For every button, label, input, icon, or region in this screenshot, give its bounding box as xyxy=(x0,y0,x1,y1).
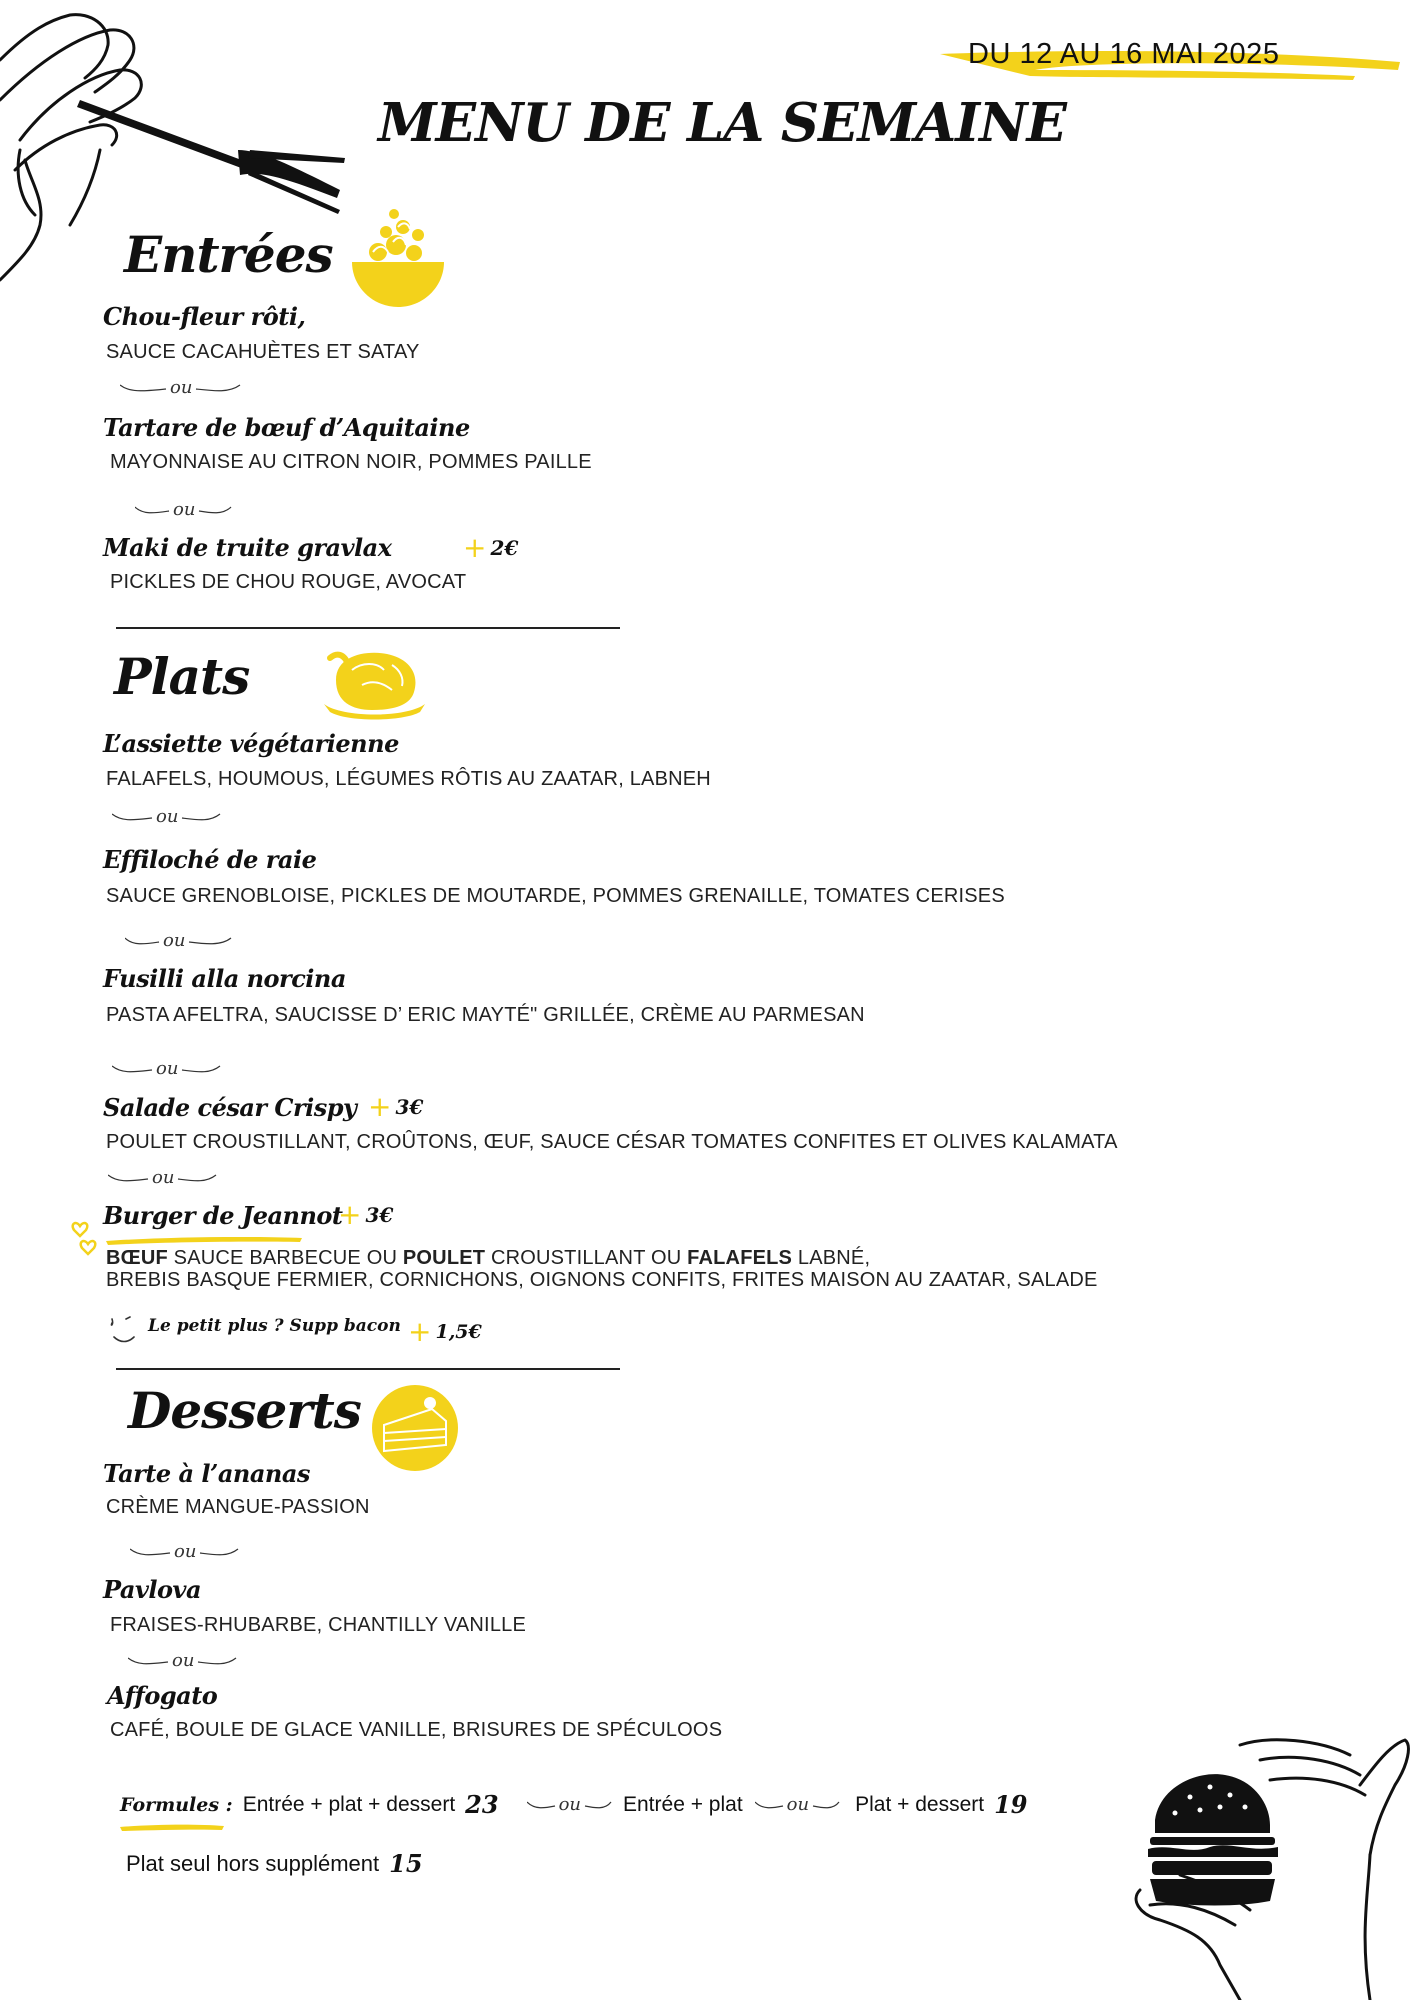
or-separator xyxy=(108,1167,218,1188)
section-title-desserts: Desserts xyxy=(128,1381,361,1440)
single-dish-price: 15 xyxy=(389,1849,423,1878)
supplement-value: 3€ xyxy=(365,1202,394,1227)
hand-burger-illustration xyxy=(1120,1725,1414,2000)
formules-row xyxy=(120,1790,1028,1819)
section-divider xyxy=(116,627,620,629)
dish-description: PICKLES DE CHOU ROUGE, AVOCAT xyxy=(110,571,467,593)
or-word: ou xyxy=(156,806,179,827)
or-word: ou xyxy=(163,930,186,951)
or-separator xyxy=(128,1650,238,1671)
supplement-value: 2€ xyxy=(490,535,519,560)
salad-bowl-icon xyxy=(348,207,448,312)
or-separator xyxy=(112,806,222,827)
dish-description: SAUCE CACAHUÈTES ET SATAY xyxy=(106,341,420,363)
dish-name: Tarte à l’ananas xyxy=(103,1459,310,1488)
dish-name: Affogato xyxy=(107,1681,218,1710)
supplement-value: 3€ xyxy=(395,1094,424,1119)
smile-doodle-icon xyxy=(108,1315,138,1347)
protein-option: FALAFELS xyxy=(687,1247,793,1269)
dish-description: POULET CROUSTILLANT, CROÛTONS, ŒUF, SAUCE CÉSAR TOMATES CONFITES ET OLIVES KALAMATA xyxy=(106,1131,1118,1153)
section-divider xyxy=(116,1368,620,1370)
or-word: ou xyxy=(170,377,193,398)
desc-text: SAUCE BARBECUE OU xyxy=(167,1247,403,1269)
cake-slice-icon xyxy=(370,1381,460,1471)
dish-name: Chou-fleur rôti, xyxy=(103,302,306,331)
single-dish-row xyxy=(126,1849,423,1878)
or-separator xyxy=(135,499,233,520)
supplement-price: + 3€ xyxy=(368,1090,424,1123)
dish-name: Tartare de bœuf d’Aquitaine xyxy=(103,413,470,442)
extra-option-label: Le petit plus ? Supp bacon xyxy=(148,1316,401,1336)
dish-description: FRAISES-RHUBARBE, CHANTILLY VANILLE xyxy=(110,1614,527,1636)
or-word: ou xyxy=(172,1650,195,1671)
or-word: ou xyxy=(786,1794,810,1815)
roast-chicken-icon xyxy=(322,640,427,722)
heart-doodle-icon xyxy=(68,1218,108,1258)
desc-text: CROUSTILLANT OU xyxy=(485,1247,688,1269)
or-separator xyxy=(120,377,242,398)
dish-description: PASTA AFELTRA, SAUCISSE D’ ERIC MAYTÉ" GRILLÉE, CRÈME AU PARMESAN xyxy=(106,1004,865,1026)
formules-underline xyxy=(118,1822,226,1832)
or-word: ou xyxy=(156,1058,179,1079)
section-title-entrees: Entrées xyxy=(124,225,333,284)
or-word: ou xyxy=(558,1794,581,1815)
formula-option-text: Entrée + plat + dessert xyxy=(242,1792,456,1816)
or-word: ou xyxy=(174,1541,197,1562)
protein-option: POULET xyxy=(402,1247,486,1269)
dish-description: SAUCE GRENOBLOISE, PICKLES DE MOUTARDE, POMMES GRENAILLE, TOMATES CERISES xyxy=(106,885,1005,907)
formula-price: 19 xyxy=(994,1790,1028,1819)
dish-description: CAFÉ, BOULE DE GLACE VANILLE, BRISURES DE SPÉCULOOS xyxy=(110,1719,723,1741)
dish-description xyxy=(106,1247,870,1270)
formula-price: 23 xyxy=(465,1790,499,1819)
dish-name: Fusilli alla norcina xyxy=(103,964,346,993)
dish-name: Pavlova xyxy=(103,1575,202,1604)
or-separator xyxy=(527,1794,613,1815)
dish-description: MAYONNAISE AU CITRON NOIR, POMMES PAILLE xyxy=(110,451,592,473)
or-separator xyxy=(130,1541,240,1562)
dish-name: Effiloché de raie xyxy=(103,845,317,874)
formules-label: Formules : xyxy=(120,1793,233,1816)
or-separator xyxy=(755,1794,841,1815)
dish-name: Salade césar Crispy xyxy=(103,1093,357,1122)
name-underline xyxy=(104,1233,304,1245)
date-range: DU 12 AU 16 MAI 2025 xyxy=(968,38,1280,70)
protein-option: BŒUF xyxy=(106,1247,168,1269)
or-word: ou xyxy=(152,1167,175,1188)
supplement-price: + 2€ xyxy=(463,531,519,564)
dish-description: CRÈME MANGUE-PASSION xyxy=(106,1496,370,1518)
or-separator xyxy=(112,1058,222,1079)
supplement-price: + 3€ xyxy=(338,1198,394,1231)
or-word: ou xyxy=(173,499,196,520)
dish-name: L’assiette végétarienne xyxy=(103,729,399,758)
formula-option-text: Entrée + plat xyxy=(623,1792,743,1816)
or-separator xyxy=(125,930,233,951)
extra-option-price: + 1,5€ xyxy=(408,1315,482,1348)
dish-description: BREBIS BASQUE FERMIER, CORNICHONS, OIGNONS CONFITS, FRITES MAISON AU ZAATAR, SALADE xyxy=(106,1269,1098,1291)
section-title-plats: Plats xyxy=(114,647,250,706)
formula-option-text: Plat + dessert xyxy=(855,1792,985,1816)
single-dish-text: Plat seul hors supplément xyxy=(126,1850,380,1876)
dish-description: FALAFELS, HOUMOUS, LÉGUMES RÔTIS AU ZAATAR, LABNEH xyxy=(106,768,711,790)
dish-name: Maki de truite gravlax xyxy=(103,533,392,562)
extra-price-value: 1,5€ xyxy=(435,1320,482,1343)
page-title: MENU DE LA SEMAINE xyxy=(378,92,1066,154)
dish-name: Burger de Jeannot xyxy=(103,1201,343,1230)
desc-text: LABNÉ, xyxy=(792,1247,871,1269)
